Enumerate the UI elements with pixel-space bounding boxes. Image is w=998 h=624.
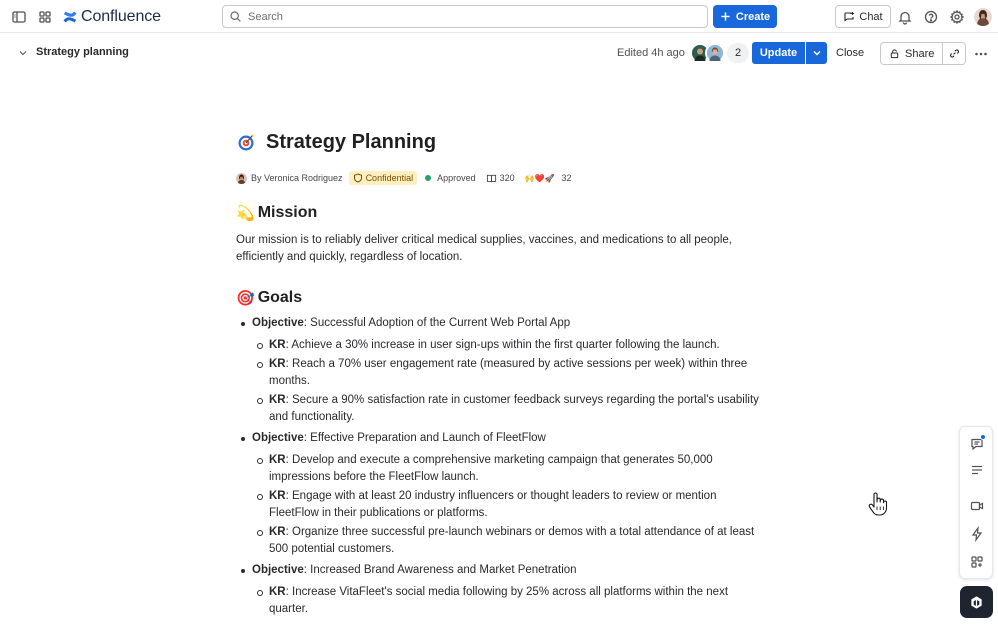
page-byline <box>236 170 766 186</box>
target-emoji-icon: 🎯 <box>236 290 255 307</box>
kr-text: : Develop and execute a comprehensive marketing campaign that generates 50,000 impressions before the FleetFlow launch. <box>269 454 713 483</box>
update-button-group <box>752 42 827 64</box>
breadcrumb[interactable]: Strategy planning <box>36 46 129 58</box>
kr-list <box>252 452 766 558</box>
page-title-row <box>236 128 766 156</box>
confluence-logo[interactable] <box>62 8 161 26</box>
hand-cursor-icon <box>866 491 890 517</box>
kr-label: KR <box>269 339 286 351</box>
page-header-bar <box>0 37 998 67</box>
table-of-contents-icon[interactable] <box>964 457 990 483</box>
target-emoji-icon <box>236 132 256 152</box>
update-button[interactable]: Update <box>752 42 805 64</box>
goals-list <box>236 315 766 618</box>
search-icon <box>229 10 242 23</box>
app-name: Confluence <box>81 8 161 25</box>
kr-text: : Achieve a 30% increase in user sign-ups within the first quarter following the launch. <box>285 339 720 351</box>
chevron-down-icon[interactable] <box>10 40 36 66</box>
page-content <box>236 128 766 622</box>
kr-item[interactable] <box>252 337 766 354</box>
notifications-bell-icon[interactable] <box>892 4 918 30</box>
kr-text: : Engage with at least 20 industry influencers or thought leaders to review or mention FleetFlow in their publications or platforms. <box>269 490 717 519</box>
objective-label: Objective <box>252 317 304 329</box>
mission-heading[interactable] <box>236 202 766 224</box>
classification-label: Confidential <box>365 173 414 183</box>
status-badge[interactable] <box>425 173 476 183</box>
shield-icon <box>353 173 363 183</box>
comments-icon[interactable] <box>964 431 990 457</box>
author-avatar[interactable] <box>236 173 247 184</box>
share-label: Share <box>905 47 935 60</box>
status-dot <box>425 175 431 181</box>
goals-heading[interactable] <box>236 287 766 309</box>
objective-item[interactable] <box>236 562 766 618</box>
share-button-group <box>880 42 966 65</box>
comments-notification-dot <box>980 434 986 440</box>
create-button[interactable] <box>713 5 777 28</box>
book-icon <box>486 173 497 184</box>
kr-label: KR <box>269 358 286 370</box>
lock-icon <box>889 48 900 59</box>
topbar-right-group <box>892 4 992 30</box>
kr-item[interactable] <box>252 356 766 390</box>
objective-label: Objective <box>252 432 304 444</box>
sidebar-toggle-icon[interactable] <box>6 4 32 30</box>
objective-text: : Increased Brand Awareness and Market Penetration <box>303 564 577 576</box>
kr-text: : Reach a 70% user engagement rate (measured by active sessions per week) within three months. <box>269 358 748 387</box>
kr-text: : Organize three successful pre-launch webinars or demos with a total attendance of at least 500 potential customers. <box>269 526 755 555</box>
kr-item[interactable] <box>252 524 766 558</box>
objective-item[interactable] <box>236 315 766 426</box>
search-box[interactable] <box>222 5 708 28</box>
kr-label: KR <box>269 394 286 406</box>
collaborator-avatar[interactable] <box>705 43 725 63</box>
more-options-icon[interactable] <box>968 41 994 67</box>
collaborators[interactable] <box>690 43 749 63</box>
mission-paragraph[interactable]: Our mission is to reliably deliver critical medical supplies, vaccines, and medications to all people, efficiently and quickly, regardless of location. <box>236 234 732 263</box>
kr-text: : Secure a 90% satisfaction rate in customer feedback surveys regarding the portal's usability and functionality. <box>269 394 759 423</box>
user-avatar[interactable] <box>974 8 992 26</box>
confluence-logo-icon <box>62 9 78 25</box>
kr-label: KR <box>269 526 286 538</box>
assistant-button[interactable] <box>960 586 993 618</box>
page-title[interactable]: Strategy Planning <box>266 130 437 153</box>
apps-add-icon[interactable] <box>964 549 990 575</box>
objective-item[interactable] <box>236 430 766 558</box>
classification-badge[interactable] <box>349 171 418 185</box>
reactions-emoji: 🙌❤️🚀 <box>524 173 555 183</box>
chat-label: Chat <box>859 10 883 23</box>
create-label: Create <box>735 10 771 23</box>
dizzy-emoji-icon: 💫 <box>236 205 255 222</box>
author-name[interactable]: By Veronica Rodriguez <box>251 173 343 183</box>
chat-icon <box>843 11 855 23</box>
kr-list <box>252 584 766 618</box>
objective-text: : Effective Preparation and Launch of FleetFlow <box>303 432 546 444</box>
app-switcher-icon[interactable] <box>32 4 58 30</box>
mission-heading-text: Mission <box>257 204 318 221</box>
status-label: Approved <box>437 173 476 183</box>
views-count: 320 <box>499 173 515 183</box>
search-input[interactable] <box>248 11 688 23</box>
reactions-count: 32 <box>561 173 572 183</box>
kr-label: KR <box>269 586 286 598</box>
chevron-down-icon <box>812 48 822 58</box>
kr-item[interactable] <box>252 452 766 486</box>
link-icon <box>949 48 960 59</box>
kr-text: : Increase VitaFleet's social media following by 25% across all platforms within the next quarter. <box>269 586 729 615</box>
kr-label: KR <box>269 454 286 466</box>
rovo-icon <box>969 595 984 610</box>
goals-heading-text: Goals <box>257 289 303 306</box>
kr-label: KR <box>269 490 286 502</box>
kr-item[interactable] <box>252 392 766 426</box>
objective-label: Objective <box>252 564 304 576</box>
objective-text: : Successful Adoption of the Current Web Portal App <box>303 317 571 329</box>
top-navigation-bar <box>0 0 998 33</box>
page-reactions[interactable] <box>525 173 572 183</box>
automation-lightning-icon[interactable] <box>964 521 990 547</box>
kr-list <box>252 337 766 426</box>
right-tool-rail <box>959 426 993 579</box>
copy-link-button[interactable] <box>943 43 965 64</box>
kr-item[interactable] <box>252 488 766 522</box>
collaborator-count[interactable]: 2 <box>727 43 749 63</box>
help-icon[interactable] <box>918 4 944 30</box>
update-options-button[interactable] <box>806 42 827 64</box>
edited-timestamp[interactable]: Edited 4h ago <box>617 47 685 59</box>
kr-item[interactable] <box>252 584 766 618</box>
topbar-left-group <box>6 4 161 30</box>
page-views[interactable] <box>486 173 515 184</box>
plus-icon <box>720 11 731 22</box>
settings-gear-icon[interactable] <box>944 4 970 30</box>
chat-button[interactable] <box>835 5 891 28</box>
video-icon[interactable] <box>964 493 990 519</box>
close-button[interactable]: Close <box>836 47 865 59</box>
share-button[interactable] <box>881 43 943 64</box>
